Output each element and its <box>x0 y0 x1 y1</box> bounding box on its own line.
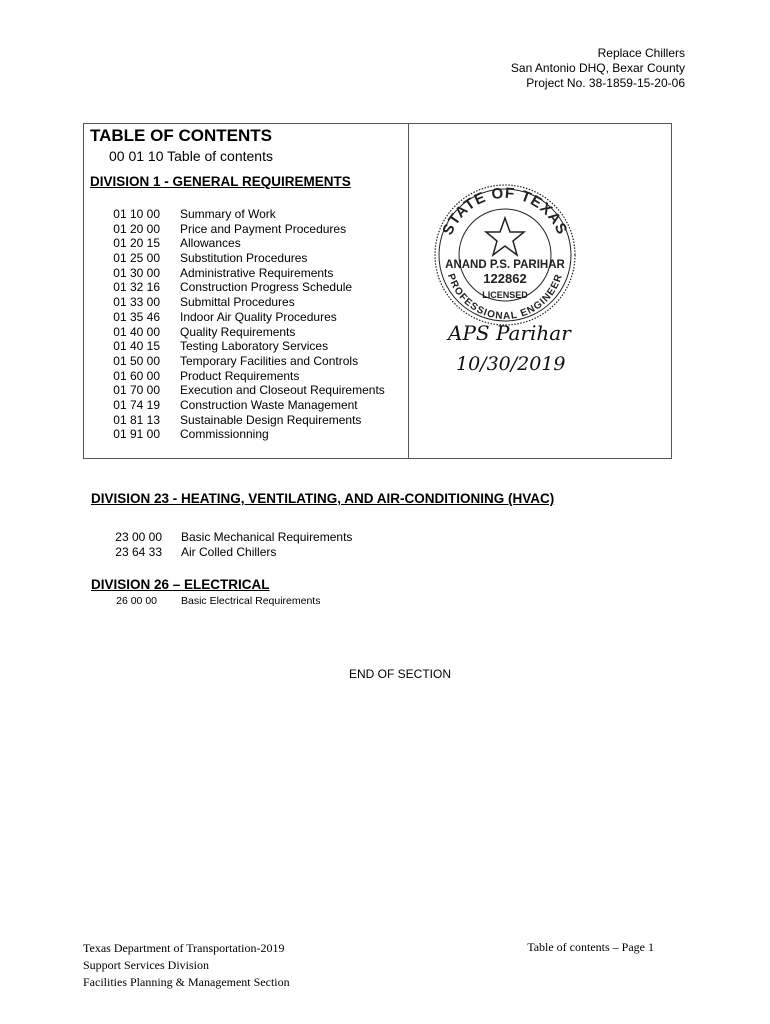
toc-entry-code: 01 40 15 <box>113 339 160 354</box>
project-header <box>511 46 685 91</box>
footer-division: Support Services Division <box>83 958 209 972</box>
toc-entry-title: Administrative Requirements <box>180 265 334 280</box>
toc-entry-title: Price and Payment Procedures <box>180 221 347 236</box>
toc-entry <box>84 295 409 310</box>
toc-entry <box>84 236 409 251</box>
toc-entry-title: Air Colled Chillers <box>181 544 277 559</box>
project-location: San Antonio DHQ, Bexar County <box>510 61 685 75</box>
toc-entry-code: 01 20 15 <box>113 236 160 251</box>
toc-entry <box>84 251 409 266</box>
toc-entry <box>84 369 409 384</box>
toc-entry <box>0 545 500 560</box>
toc-entry-title: Commissionning <box>180 427 269 442</box>
svg-text:122862: 122862 <box>483 271 527 286</box>
toc-entry <box>84 383 409 398</box>
svg-text:STATE OF TEXAS: STATE OF TEXAS <box>439 184 571 238</box>
toc-entry-code: 01 25 00 <box>113 251 160 266</box>
page-number: Table of contents – Page 1 <box>527 940 654 954</box>
division-23-heading: DIVISION 23 - HEATING, VENTILATING, AND AIR-CONDITIONING (HVAC) <box>91 491 555 506</box>
toc-entry <box>84 280 409 295</box>
toc-entry-code: 01 70 00 <box>113 383 160 398</box>
division-23-list <box>0 530 500 559</box>
toc-entry-code: 26 00 00 <box>116 595 157 607</box>
toc-entry-title: Quality Requirements <box>180 324 296 339</box>
svg-text:PROFESSIONAL ENGINEER: PROFESSIONAL ENGINEER <box>444 272 566 323</box>
toc-entry-title: Allowances <box>180 236 241 251</box>
toc-entry-code: 01 10 00 <box>113 207 160 221</box>
division-26-heading: DIVISION 26 – ELECTRICAL <box>91 577 270 592</box>
toc-entry-title: Construction Progress Schedule <box>180 280 353 295</box>
toc-entry-code: 01 91 00 <box>113 427 160 442</box>
toc-entry <box>84 266 409 281</box>
toc-left-cell <box>84 124 409 458</box>
toc-entry <box>0 594 500 609</box>
engineer-signature <box>446 318 586 378</box>
footer-section: Facilities Planning & Management Section <box>83 975 290 989</box>
toc-entry-title: Indoor Air Quality Procedures <box>180 309 337 324</box>
footer-organization <box>83 940 290 991</box>
toc-table <box>83 123 672 459</box>
footer-department: Texas Department of Transportation-2019 <box>83 941 285 955</box>
toc-entry-title: Summary of Work <box>180 207 276 221</box>
svg-text:10/30/2019: 10/30/2019 <box>456 353 566 375</box>
toc-entry <box>84 354 409 369</box>
toc-entry-code: 01 74 19 <box>113 397 160 412</box>
project-number: Project No. 38-1859-15-20-06 <box>526 76 685 90</box>
toc-entry-code: 01 81 13 <box>113 412 160 427</box>
division-1-heading: DIVISION 1 - GENERAL REQUIREMENTS <box>90 174 351 189</box>
toc-entry-code: 01 30 00 <box>113 265 160 280</box>
toc-entry <box>84 310 409 325</box>
toc-entry-title: Temporary Facilities and Controls <box>180 353 359 368</box>
toc-entry-title: Product Requirements <box>180 368 300 383</box>
toc-entry <box>84 398 409 413</box>
toc-entry <box>84 427 409 442</box>
svg-text:APS Parihar: APS Parihar <box>448 321 571 345</box>
toc-entry-title: Basic Electrical Requirements <box>181 595 321 607</box>
toc-entry-title: Construction Waste Management <box>180 397 358 412</box>
division-26-list <box>0 594 500 609</box>
toc-entry-title: Testing Laboratory Services <box>180 339 329 354</box>
toc-entry-title: Basic Mechanical Requirements <box>181 530 353 544</box>
toc-entry <box>0 530 500 545</box>
toc-entry-code: 01 40 00 <box>113 324 160 339</box>
svg-text:ANAND P.S. PARIHAR: ANAND P.S. PARIHAR <box>445 259 565 271</box>
svg-text:LICENSED: LICENSED <box>482 290 528 300</box>
toc-subtitle: 00 01 10 Table of contents <box>109 148 273 164</box>
toc-entry-title: Sustainable Design Requirements <box>180 412 362 427</box>
toc-entry-title: Submittal Procedures <box>180 295 295 310</box>
toc-title: TABLE OF CONTENTS <box>90 126 272 145</box>
engineer-seal <box>430 180 580 330</box>
toc-entry-code: 01 60 00 <box>113 368 160 383</box>
toc-entry-code: 01 32 16 <box>113 280 160 295</box>
toc-entry <box>84 339 409 354</box>
toc-entry <box>84 325 409 340</box>
toc-entry-code: 01 20 00 <box>113 221 160 236</box>
toc-entry <box>84 207 409 222</box>
toc-entry-code: 01 35 46 <box>113 309 160 324</box>
toc-entry-code: 23 00 00 <box>115 530 162 544</box>
division-1-list <box>84 207 409 442</box>
toc-entry <box>84 413 409 428</box>
toc-entry <box>84 222 409 237</box>
toc-entry-code: 23 64 33 <box>115 544 162 559</box>
project-title: Replace Chillers <box>597 46 685 60</box>
toc-entry-title: Substitution Procedures <box>180 251 308 266</box>
toc-entry-title: Execution and Closeout Requirements <box>180 383 385 398</box>
toc-entry-code: 01 50 00 <box>113 353 160 368</box>
toc-entry-code: 01 33 00 <box>113 295 160 310</box>
end-of-section: END OF SECTION <box>348 667 451 681</box>
